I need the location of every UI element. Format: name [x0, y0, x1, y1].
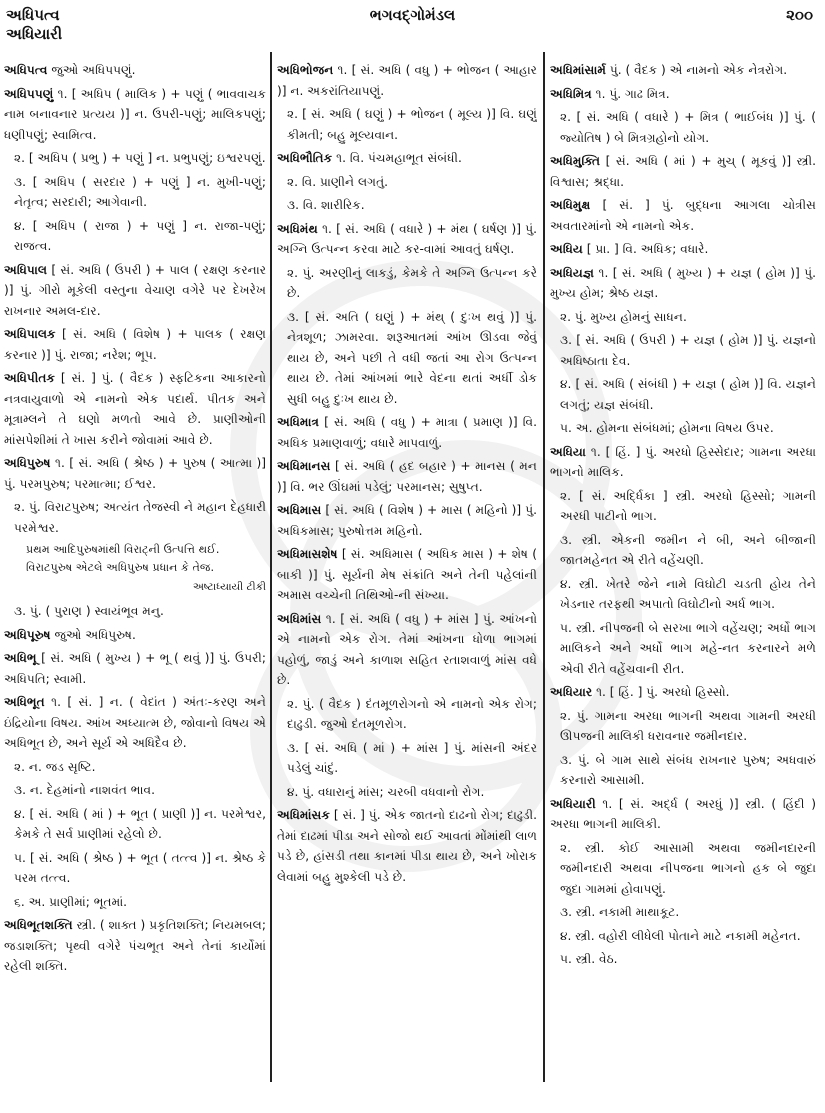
sense-item: ૨. પું. ( વૈદક ) દંતમૂળરોગનો એ નામનો એક રોગ; દાઢુડી. જુઓ દંતમૂળરોગ. — [287, 696, 537, 731]
headword: અધિભૌતિક — [277, 151, 333, 165]
headword: અધિપુરુષ — [4, 456, 51, 470]
column-divider — [543, 52, 545, 1082]
dictionary-entry — [4, 60, 266, 81]
definition-text: ૧. પું. ગાઢ મિત્ર. — [591, 86, 670, 101]
headword: અધિભૂત — [4, 695, 45, 709]
headword: અધિયાર — [550, 685, 593, 699]
sense-item: ૪. સ્ત્રી. ખેતરે જેને નામે વિઘોટી ચડતી હોય તેને ખેડનાર તરફથી અપાતો વિઘોટીનો અર્ધ ભાગ. — [560, 576, 816, 611]
dictionary-entry — [277, 412, 537, 453]
definition-text: ૧. [ હિં. ] પું. અરધો હિસ્સો. — [592, 685, 730, 699]
sense-item: ૩. [ સં. અધિ ( માં ) + માંસ ] પું. માંસની અંદર પડેલું ચાંદું. — [287, 740, 537, 775]
headword: અધિભૂતશક્તિ — [4, 918, 73, 932]
headword: અધિભોજન — [277, 63, 334, 77]
sense-item: ૩. ન. દેહમાંનો નાશવંત ભાવ. — [14, 783, 155, 797]
guide-word-first: અધિપત્વ — [6, 6, 60, 24]
sense-item: ૨. [ અધિપ ( પ્રભુ ) + પણું ] ન. પ્રભુપણું; ઇશ્વરપણું. — [14, 151, 266, 165]
headword: અધિમિત્ર — [550, 86, 592, 101]
dictionary-entry — [550, 60, 816, 81]
headword: અધિયારી — [550, 796, 596, 811]
dictionary-entry — [277, 609, 537, 691]
page-header — [0, 0, 825, 52]
dictionary-entry — [277, 500, 537, 541]
dictionary-entry — [550, 195, 816, 236]
dictionary-entry — [4, 324, 266, 365]
sense-item: ૬. અ. પ્રાણીમાં; ભૂતમાં. — [14, 894, 128, 909]
sense-item: ૨. સ્ત્રી. કોઈ આસામી અથવા જમીનદારની જમીનદારી અથવા નીપજના ભાગનો હક બે જુદા જુદા ગામમાં હોવાપણું. — [560, 840, 816, 896]
sense-item: ૩. પું. બે ગામ સાથે સંબંધ રાખનાર પુરુષ; અધવારું કરનારો આસામી. — [560, 752, 816, 787]
sense-item: ૩. [ સં. અતિ ( ઘણું ) + મંથ્ ( દુઃખ થવું )] પું. નેત્રશૂળ; ઝામરવા. શરૂઆતમાં આંખ ઊડવા જેવું થાય છે, અને પછી તે વધી જતાં આ રોગ ઉત્પન્ન થાય છે. તેમાં આંખમાં ભારે વેદના થતાં અર્ધી ડોક સુધી બહુ દુઃખ થાય છે. — [287, 309, 537, 406]
sense-item: ૩. વિ. શારીરિક. — [287, 198, 365, 212]
sense-item: ૨. ન. જડ સૃષ્ટિ. — [14, 759, 96, 774]
definition-text: ૧. [ સં. અધિ ( શ્રેષ્ઠ ) + પુરુષ ( આત્મા )] પું. પરમપુરુષ; પરમાત્મા; ઈશ્વર. — [4, 456, 266, 491]
headword: અધિભૂ — [4, 651, 37, 665]
headword: અધિમાંસ — [277, 611, 322, 626]
dictionary-entry — [550, 682, 816, 703]
citation-quote: પ્રથમ આદિપુરુષમાંથી વિરાટ્ની ઉત્પત્તિ થઈ. વિરાટપુરુષ એટલે અધિપુરુષ પ્રધાન કે તેજ. — [26, 543, 220, 574]
sense-item: ૩. સ્ત્રી. નકામી માથાકૂટ. — [560, 905, 680, 919]
sense-item: ૩. સ્ત્રી. એકની જમીન ને બી, અને બીજાની જાતમહેનત એ રીતે વહેંચણી. — [560, 532, 816, 567]
headword: અધિમાનસ — [277, 459, 331, 473]
dictionary-entry — [4, 648, 266, 689]
headword: અધિપત્વ — [4, 63, 48, 77]
headword: અધિમુક્તિ — [550, 154, 601, 168]
definition-text: [ સં. અધિ ( વિશેષ ) + માસ ( મહિનો )] પું. અધિકમાસ; પુરુષોત્તમ મહિનો. — [277, 503, 537, 538]
dictionary-entry — [550, 84, 816, 105]
definition-text: [ પ્રા. ] વિ. અધિક; વધારે. — [582, 242, 709, 256]
sense-item: ૨. પું. વિરાટપુરુષ; અત્યંત તેજસ્વી ને મહાન દેહધારી પરમેશ્વર. — [14, 500, 266, 535]
definition-text: સ્ત્રી. ( શાક્ત ) પ્રકૃતિશક્તિ; નિયમબલ; જડાશક્તિ; પૃથ્વી વગેરે પંચભૂત અને તેનાં કાર્યોમાં રહેલી શક્તિ. — [4, 918, 266, 973]
sense-item: ૨. [ સં. અધિ ( વધારે ) + મિત્ર ( ભાઈબંધ )] પું. ( જ્યોતિષ ) બે મિત્રગ્રહોનો યોગ. — [560, 110, 816, 145]
headword: અધિયજ્ઞ — [550, 265, 595, 280]
definition-text: [ સં. ] પું. એક જાતનો દાઢનો રોગ; દાઢુડી. તેમાં દાઢમાં પીડા અને સોજો થઈ આવતાં મોંમાંથી લાળ પડે છે, હાંસડી તથા કાનમાં પીડા થાય છે, અને ખોરાક લેવામાં બહુ મુશ્કેલી પડે છે. — [277, 808, 537, 884]
headword: અધિપપણું — [4, 86, 54, 101]
definition-text: ૧. [ સં. અધિ ( મુખ્ય ) + યજ્ઞ ( હોમ )] પું. મુખ્ય હોમ; શ્રેષ્ઠ યજ્ઞ. — [550, 265, 816, 300]
guide-word-last: અધિયારી — [6, 25, 63, 43]
headword: અધિમાંસક — [277, 808, 330, 822]
sense-item: ૨. [ સં. અધિ ( ઘણું ) + ભોજન ( મૂલ્ય )] વિ. ઘણું કીમતી; બહુ મૂલ્યવાન. — [287, 107, 537, 142]
headword: અધિપૂરુષ — [4, 627, 51, 642]
dictionary-entry — [277, 544, 537, 606]
headword: અધિપાલ — [4, 262, 48, 277]
sense-item: ૩. પું. ( પુરાણ ) સ્વાયંભૂવ મનુ. — [14, 604, 164, 618]
column-divider — [270, 52, 272, 1082]
definition-text: જુઓ અધિપુરુષ. — [50, 627, 136, 642]
definition-text: જુઓ અધિપપણું. — [47, 63, 136, 77]
dictionary-entry — [4, 692, 266, 754]
sense-item: ૪. [ સં. અધિ ( સંબંધી ) + યજ્ઞ ( હોમ )] વિ. યજ્ઞને લગતું; યજ્ઞ સંબંધી. — [560, 377, 816, 412]
headword: અધિમાત્ર — [277, 415, 320, 429]
headword: અધિયા — [550, 444, 586, 459]
dictionary-entry — [4, 260, 266, 322]
dictionary-entry — [277, 219, 537, 260]
dictionary-entry — [277, 805, 537, 887]
headword: અધિમાસ — [277, 503, 322, 517]
definition-text: ૧. [ અધિપ ( માલિક ) + પણું ( ભાવવાચક નામ બનાવનાર પ્રત્યય )] ન. ઉપરી-પણું; માલિકપણું; ધણીપણું; સ્વામિત્વ. — [4, 86, 266, 142]
dictionary-entry — [550, 794, 816, 835]
dictionary-entry — [277, 148, 537, 169]
dictionary-entry — [4, 625, 266, 646]
headword: અધિમાંસાર્મ — [550, 63, 606, 77]
headword: અધિપાલક — [4, 327, 56, 341]
dictionary-entry — [550, 442, 816, 483]
definition-text: [ સં. અધિ ( હદ બહાર ) + માનસ ( મન )] વિ. ભર ઊંઘમાં પડેલું; પરમાનસ; સુષુપ્ત. — [277, 459, 537, 494]
definition-text: [ સં. અધિ ( ઉપરી ) + પાલ ( રક્ષણ કરનાર )] પું. ગીરો મૂકેલી વસ્તુના વેચાણ વગેરે પર દેખરેખ રાખનાર અમલ-દાર. — [4, 262, 266, 318]
headword: અધિમાસશેષ — [277, 547, 338, 561]
sense-item: ૫. અ. હોમના સંબંધમાં; હોમના વિષય ઉપર. — [560, 421, 774, 435]
sense-item: ૪. [ અધિપ ( રાજા ) + પણું ] ન. રાજા-પણું; રાજત્વ. — [14, 218, 266, 253]
definition-text: પું. ( વૈદક ) એ નામનો એક નેત્રરોગ. — [605, 63, 788, 77]
sense-item: ૫. સ્ત્રી. વેઠ. — [560, 952, 618, 966]
sense-item: ૨. વિ. પ્રાણીને લગતું. — [287, 174, 389, 189]
sense-item: ૨. [ સં. અર્દ્ધિકા ] સ્ત્રી. અરધો હિસ્સો; ગામની અરધી પાટીનો ભાગ. — [560, 488, 816, 523]
sense-item: ૨. પું. ગામના અરધા ભાગની અથવા ગામની અરધી ઊપજની માલિકી ધરાવનાર જમીનદાર. — [560, 708, 816, 743]
definition-text: [ સં. અધિ ( વધુ ) + માત્રા ( પ્રમાણ )] વિ. અધિક પ્રમાણવાળું; વધારે માપવાળું. — [277, 415, 537, 450]
definition-text: [ સં. ] પું. ( વૈદક ) સ્ફટિકના આકારનો નત્રવાયુવાળો એ નામનો એક પદાર્થ. પીતક અને મૂત્રામ્લને તે ઘણો મળતો આવે છે. પ્રાણીઓની માંસપેશીમાં તે ખાસ કરીને જોવામાં આવે છે. — [4, 371, 266, 447]
definition-text: ૧. [ સં. અધિ ( વધારે ) + મંથ ( ઘર્ષણ )] પું. અગ્નિ ઉત્પન્ન કરવા માટે કર-વામાં આવતું ઘર્ષણ. — [277, 221, 537, 256]
headword: અધિપીતક — [4, 371, 56, 385]
headword: અધિય — [550, 242, 583, 256]
sense-item: ૨. પું. અરણીનું લાકડું, કેમકે તે અગ્નિ ઉત્પન્ન કરે છે. — [287, 265, 537, 300]
definition-text: [ સં. ] પું. બુદ્ધના આગલા ચોત્રીસ અવતારમાંનો એ નામનો એક. — [550, 198, 816, 233]
sense-item: ૩. [ અધિપ ( સરદાર ) + પણું ] ન. મુખી-પણું; નેતૃત્વ; સરદારી; આગેવાની. — [14, 174, 266, 209]
definition-text: [ સં. અધિમાસ ( અધિક માસ ) + શેષ ( બાકી )] પું. સૂર્યની મેષ સંક્રાંતિ અને તેની પહેલાંની અમાસ વચ્ચેની તિથિઓ-ની સંખ્યા. — [277, 547, 537, 602]
headword: અધિમંથ — [277, 221, 318, 236]
definition-text: ૧. [ સં. અર્દ્ધ ( અરધું )] સ્ત્રી. ( હિંદી ) અરધા ભાગની માલિકી. — [550, 796, 816, 831]
column-3 — [550, 60, 816, 1090]
page-number: ૨૦૦ — [786, 6, 813, 24]
definition-text: [ સં. અધિ ( વિશેષ ) + પાલક ( રક્ષણ કરનાર )] પું. રાજા; નરેશ; ભૂપ. — [4, 327, 266, 362]
definition-text: [ સં. અધિ ( માં ) + મુચ્ ( મૂકવું )] સ્ત્રી. વિશ્વાસ; શ્રદ્ધા. — [550, 154, 816, 189]
sense-item: ૪. પું. વધારાનું માંસ; ચરબી વધવાનો રોગ. — [287, 784, 485, 799]
definition-text: ૧. વિ. પંચમહાભૂત સંબંધી. — [332, 151, 462, 165]
dictionary-entry — [4, 368, 266, 450]
column-2 — [277, 60, 537, 1090]
sense-item: ૩. [ સં. અધિ ( ઉપરી ) + યજ્ઞ ( હોમ )] પું. યજ્ઞનો અધિષ્ઠાતા દેવ. — [560, 333, 816, 368]
sense-item: ૫. સ્ત્રી. નીપજની બે સરખા ભાગે વહેંચણ; અર્ધો ભાગ માલિકને અને અર્ધો ભાગ મહે-નત કરનારને મળે એવી રીતે વહેંચવાની રીત. — [560, 620, 816, 676]
column-1 — [4, 60, 266, 1090]
sense-item: ૫. [ સં. અધિ ( શ્રેષ્ઠ ) + ભૂત ( તત્ત્વ )] ન. શ્રેષ્ઠ કે પરમ તત્ત્વ. — [14, 850, 266, 885]
running-title: ભગવદ્ગોમંડલ — [369, 6, 456, 24]
citation-source: અષ્ટાધ્યાયી ટીકી — [192, 581, 266, 593]
dictionary-entry — [277, 456, 537, 497]
dictionary-entry — [4, 84, 266, 146]
definition-text: ૧. [ હિં. ] પું. અરધો હિસ્સેદાર; ગામના અરધા ભાગનો માલિક. — [550, 444, 816, 479]
dictionary-entry — [550, 151, 816, 192]
definition-text: [ સં. અધિ ( મુખ્ય ) + ભૂ ( થવું )] પું. ઉપરી; અધિપતિ; સ્વામી. — [4, 651, 266, 686]
definition-text: ૧. [ સં. ] ન. ( વેદાંત ) અંતઃ-કરણ અને ઇંદ્રિયોના વિષય. આંખ અધ્યાત્મ છે, જોવાનો વિષય એ અધિભૂત છે, અને સૂર્ય એ અધિદૈવ છે. — [4, 695, 266, 750]
dictionary-entry — [4, 915, 266, 977]
dictionary-entry — [277, 60, 537, 101]
sense-item: ૨. પું. મુખ્ય હોમનું સાધન. — [560, 309, 687, 324]
dictionary-entry — [550, 239, 816, 260]
sense-item: ૪. સ્ત્રી. વહોરી લીધેલી પોતાને માટે નકામી મહેનત. — [560, 928, 801, 943]
definition-text: ૧. [ સં. અધિ ( વધુ ) + માંસ ] પું. આંખનો એ નામનો એક રોગ. તેમાં આંખના ધોળા ભાગમાં પહોળું, જાડું અને કાળાશ સહિત રતાશવાળું માંસ વધે છે. — [277, 611, 537, 687]
definition-text: ૧. [ સં. અધિ ( વધુ ) + ભોજન ( આહાર )] ન. અકરાંતિયાપણું. — [277, 63, 537, 98]
headword: અધિમુક્ષ — [550, 198, 591, 212]
dictionary-entry — [550, 263, 816, 304]
sense-item: ૪. [ સં. અધિ ( માં ) + ભૂત ( પ્રાણી )] ન. પરમેશ્વર, કેમકે તે સર્વ પ્રાણીમાં રહેલો છે. — [14, 806, 266, 841]
dictionary-columns — [0, 52, 825, 1092]
dictionary-entry — [4, 453, 266, 494]
